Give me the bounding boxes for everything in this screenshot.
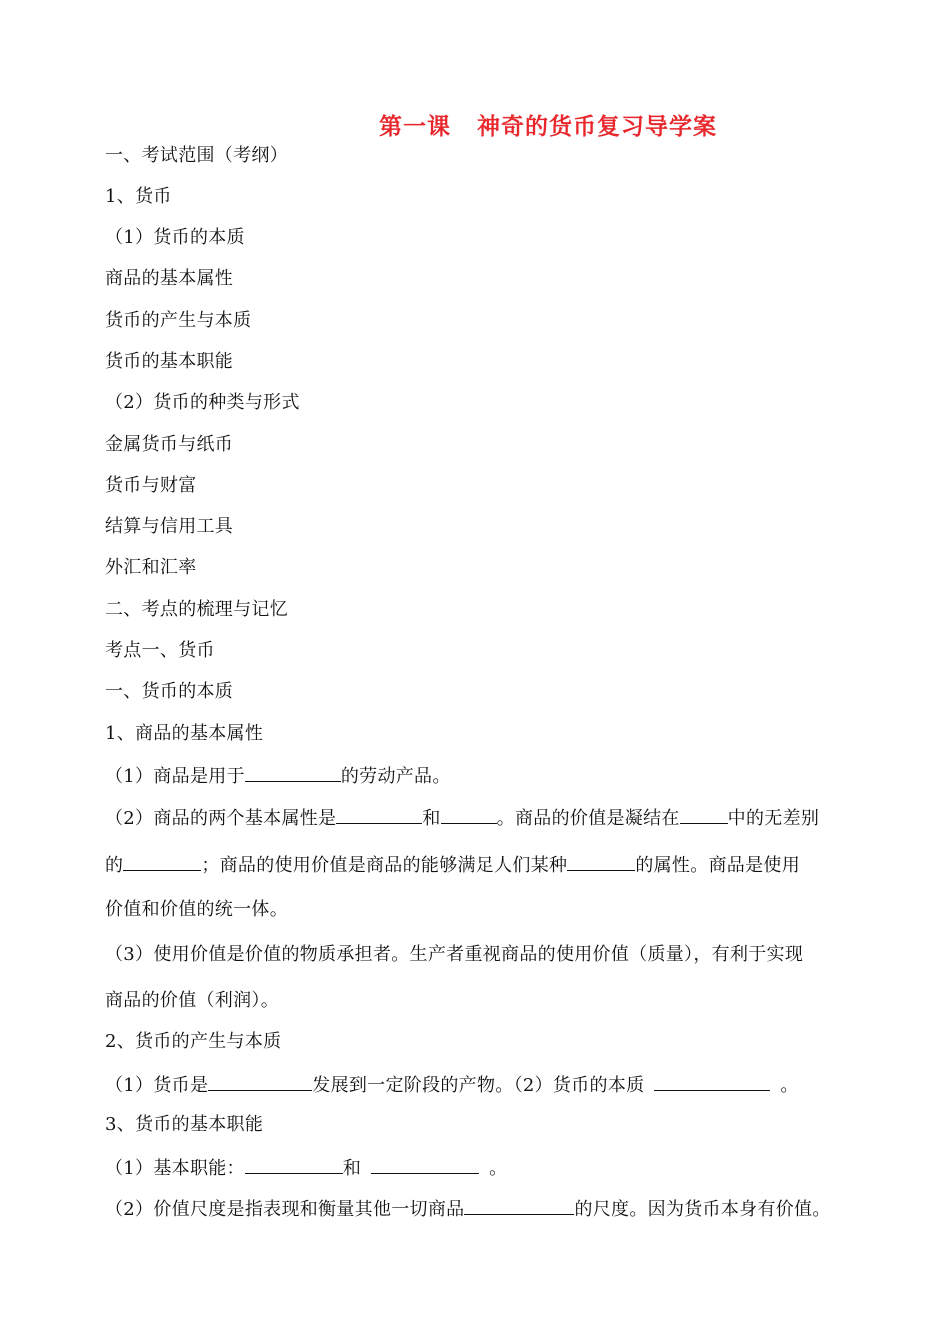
fill-blank-line: （1）货币是 发展到一定阶段的产物。（2）货币的本质 。 — [105, 1075, 799, 1096]
text-line: （3）使用价值是价值的物质承担者。生产者重视商品的使用价值（质量），有利于实现 — [105, 944, 804, 965]
blank[interactable] — [680, 806, 728, 824]
blank[interactable] — [464, 1197, 574, 1215]
title-lesson: 第一课 — [379, 114, 451, 140]
fill-blank-line: （1）商品是用于 的劳动产品。 — [105, 766, 451, 787]
fill-blank-line: （2）价值尺度是指表现和衡量其他一切商品 的尺度。因为货币本身有价值。 — [105, 1199, 831, 1220]
text-line: 金属货币与纸币 — [105, 434, 234, 455]
text-line: 1、货币 — [105, 186, 172, 207]
page-title — [0, 108, 950, 141]
text-line: 商品的基本属性 — [105, 268, 234, 289]
text-line: 商品的价值（利润）。 — [105, 990, 279, 1011]
blank[interactable] — [441, 806, 497, 824]
fill-blank-line: 的 ；商品的使用价值是商品的能够满足人们某种 的属性。商品是使用 — [105, 855, 801, 876]
text-line: 考点一、货币 — [105, 640, 215, 661]
blank[interactable] — [245, 1156, 343, 1174]
text-line: 结算与信用工具 — [105, 516, 234, 537]
text-line: 货币的产生与本质 — [105, 310, 252, 331]
fill-blank-line: （1）基本职能： 和 。 — [105, 1158, 508, 1179]
section-heading: 一、考试范围（考纲） — [105, 145, 288, 166]
text-line: 价值和价值的统一体。 — [105, 899, 288, 920]
text-line: 2、货币的产生与本质 — [105, 1031, 282, 1052]
blank[interactable] — [208, 1073, 312, 1091]
text-line: 外汇和汇率 — [105, 557, 197, 578]
blank[interactable] — [371, 1156, 479, 1174]
blank[interactable] — [567, 853, 635, 871]
blank[interactable] — [245, 764, 341, 782]
text-line: 3、货币的基本职能 — [105, 1114, 264, 1135]
blank[interactable] — [654, 1073, 770, 1091]
section-heading: 二、考点的梳理与记忆 — [105, 599, 288, 620]
text-line: 1、商品的基本属性 — [105, 723, 264, 744]
text-line: （2）货币的种类与形式 — [105, 392, 300, 413]
text-line: 一、货币的本质 — [105, 681, 234, 702]
blank[interactable] — [123, 853, 201, 871]
text-line: 货币的基本职能 — [105, 351, 234, 372]
blank[interactable] — [336, 806, 422, 824]
fill-blank-line: （2）商品的两个基本属性是 和 。商品的价值是凝结在 中的无差别 — [105, 808, 820, 829]
text-line: （1）货币的本质 — [105, 227, 245, 248]
text-line: 货币与财富 — [105, 475, 197, 496]
title-topic: 神奇的货币复习导学案 — [477, 114, 717, 140]
